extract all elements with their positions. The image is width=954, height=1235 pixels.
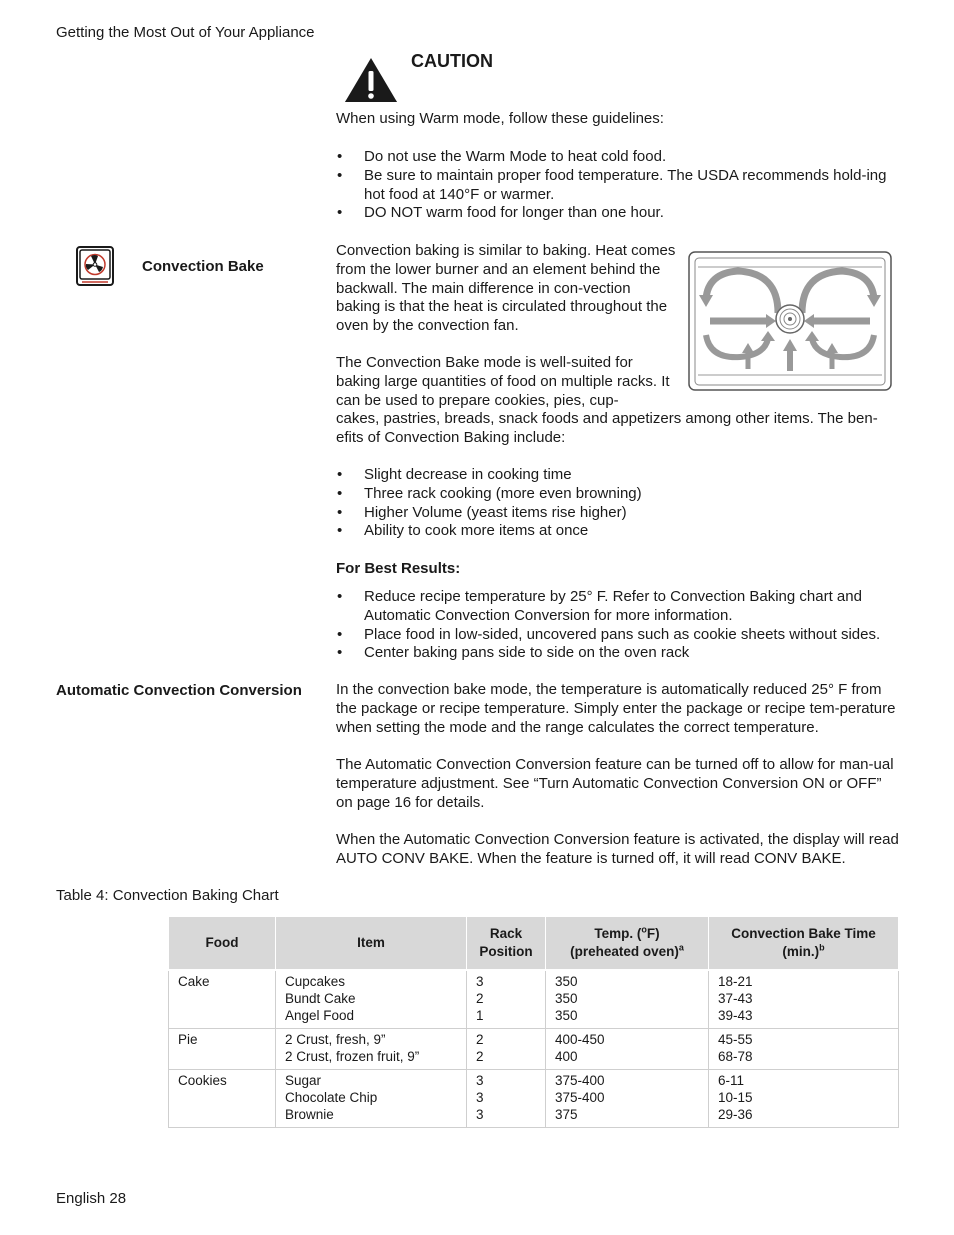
convection-para-1: Convection baking is similar to baking. Heat comes from the lower burner and an element behind the backwall. The main difference in con-vection baking is that the heat is circulated throughout the oven by the convection fan. [336, 242, 676, 335]
list-item: • DO NOT warm food for longer than one hour. [336, 204, 901, 223]
table-caption: Table 4: Convection Baking Chart [56, 887, 279, 904]
list-item: • Three rack cooking (more even browning) [336, 485, 901, 504]
auto-conversion-title: Automatic Convection Conversion [56, 682, 302, 699]
cell-food: Cake [169, 970, 276, 1029]
table-header-row [169, 917, 899, 971]
auto-conversion-para-2: The Automatic Convection Conversion feature can be turned off to allow for man-ual temperature adjustment. See “Turn Automatic Convection Conversion ON or OFF” on page 16 for details. [336, 756, 894, 811]
cell-racks: 3 3 3 [467, 1070, 546, 1128]
table-row [169, 970, 899, 1029]
header-rack: Rack Position [467, 917, 546, 971]
cell-racks: 2 2 [467, 1029, 546, 1070]
cell-temps: 375-400 375-400 375 [546, 1070, 709, 1128]
cell-temps: 350 350 350 [546, 970, 709, 1029]
page-footer: English 28 [56, 1190, 127, 1207]
convection-para-2: The Convection Bake mode is well-suited for baking large quantities of food on multiple racks. It can be used to prepare cookies, pies, cup- [336, 354, 670, 409]
table-row [169, 1070, 899, 1128]
cell-temps: 400-450 400 [546, 1029, 709, 1070]
header-time: Convection Bake Time $(\min.)^b$ [709, 917, 899, 971]
convection-baking-chart [168, 916, 899, 1128]
list-item: • Place food in low-sided, uncovered pans such as cookie sheets without sides. [336, 626, 901, 645]
auto-conversion-para-3: When the Automatic Convection Conversion feature is activated, the display will read AUTO CONV BAKE. When the feature is turned off, it will read CONV BAKE. [336, 831, 899, 867]
cell-times: 18-21 37-43 39-43 [709, 970, 899, 1029]
cell-food: Pie [169, 1029, 276, 1070]
list-item: • Higher Volume (yeast items rise higher) [336, 504, 901, 523]
cell-items: 2 Crust, fresh, 9” 2 Crust, frozen fruit, 9” [276, 1029, 467, 1070]
table-row [169, 1029, 899, 1070]
caution-title: CAUTION [411, 51, 493, 71]
best-results-list [336, 588, 901, 663]
list-item: • Ability to cook more items at once [336, 522, 901, 541]
warning-triangle-icon [343, 56, 399, 104]
caution-intro: When using Warm mode, follow these guidelines: [336, 110, 664, 127]
convection-fan-icon [76, 246, 114, 286]
page-header: Getting the Most Out of Your Appliance [56, 24, 315, 41]
oven-airflow-diagram [688, 251, 892, 391]
caution-list [336, 148, 901, 223]
cell-times: 45-55 68-78 [709, 1029, 899, 1070]
cell-racks: 3 2 1 [467, 970, 546, 1029]
list-item: • Reduce recipe temperature by 25° F. Refer to Convection Baking chart and Automatic Convection Conversion for more information. [336, 588, 901, 626]
list-item: • Slight decrease in cooking time [336, 466, 901, 485]
list-item: • Center baking pans side to side on the oven rack [336, 644, 901, 663]
header-temp: Temp. ($^o$F) (preheated oven)$^a$ [546, 917, 709, 971]
list-item: • Do not use the Warm Mode to heat cold food. [336, 148, 901, 167]
convection-para-2-cont: cakes, pastries, breads, snack foods and appetizers among other items. The ben-efits of Convection Baking include: [336, 410, 878, 446]
best-results-title: For Best Results: [336, 560, 461, 577]
benefits-list [336, 466, 901, 541]
cell-items: Sugar Chocolate Chip Brownie [276, 1070, 467, 1128]
auto-conversion-para-1: In the convection bake mode, the temperature is automatically reduced 25° F from the package or recipe temperature. Simply enter the package or recipe tem-perature when setting the mode and the range calculates the correct temperature. [336, 681, 896, 736]
header-food: Food [169, 917, 276, 971]
cell-food: Cookies [169, 1070, 276, 1128]
list-item: • Be sure to maintain proper food temperature. The USDA recommends hold-ing hot food at 140°F or warmer. [336, 167, 901, 205]
convection-bake-title: Convection Bake [142, 258, 264, 275]
cell-times: 6-11 10-15 29-36 [709, 1070, 899, 1128]
header-item: Item [276, 917, 467, 971]
cell-items: Cupcakes Bundt Cake Angel Food [276, 970, 467, 1029]
